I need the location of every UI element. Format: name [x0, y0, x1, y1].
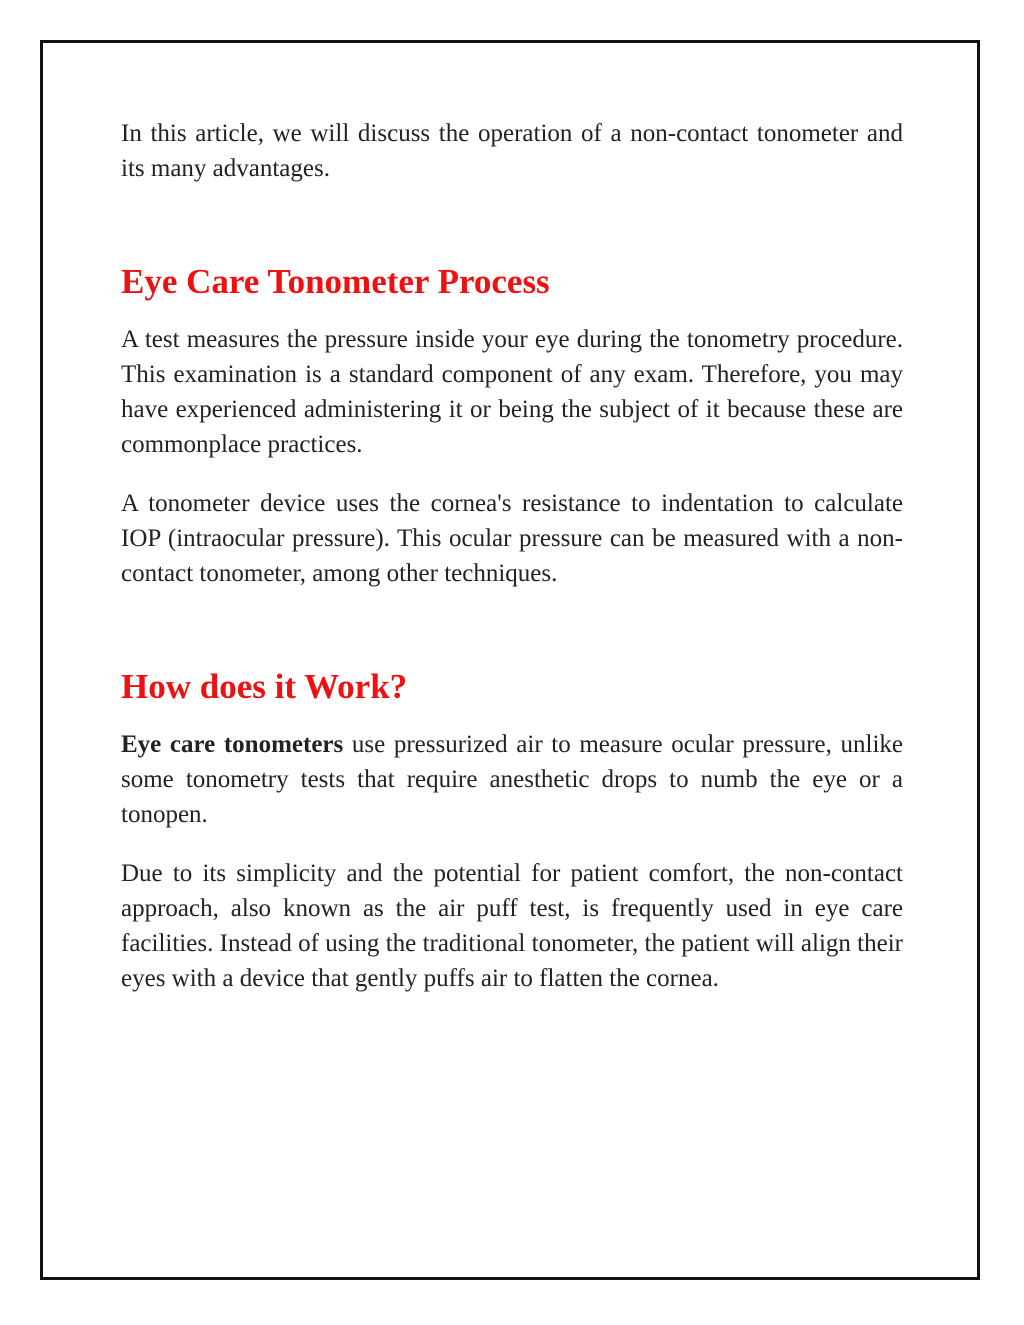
section-heading-how-it-works: How does it Work?: [121, 667, 408, 706]
section-heading-process: Eye Care Tonometer Process: [121, 262, 550, 301]
bold-lead-term: Eye care tonometers: [121, 731, 344, 758]
how-it-works-paragraph-2: Due to its simplicity and the potential for patient comfort, the non-contact approach, also known as the air puff test, is frequently used in eye care facilities. Instead of using the traditional tonometer, the patient will align their eyes with a device that gently puffs air to flatten the cornea.: [121, 860, 903, 992]
how-it-works-paragraph-1: [121, 727, 903, 832]
process-paragraph-1: A test measures the pressure inside your eye during the tonometry procedure. This examination is a standard component of any exam. Therefore, you may have experienced administering it or being the subject of it because these are commonplace practices.: [121, 326, 903, 458]
paragraph-text: use pressurized air to measure ocular pressure, unlike some tonometry tests that require anesthetic drops to numb the eye or a tonopen.: [121, 731, 903, 828]
article-body: [121, 116, 903, 996]
intro-paragraph: In this article, we will discuss the operation of a non-contact tonometer and its many advantages.: [121, 120, 903, 182]
process-paragraph-2: A tonometer device uses the cornea's resistance to indentation to calculate IOP (intraocular pressure). This ocular pressure can be measured with a non-contact tonometer, among other techniques.: [121, 490, 903, 587]
